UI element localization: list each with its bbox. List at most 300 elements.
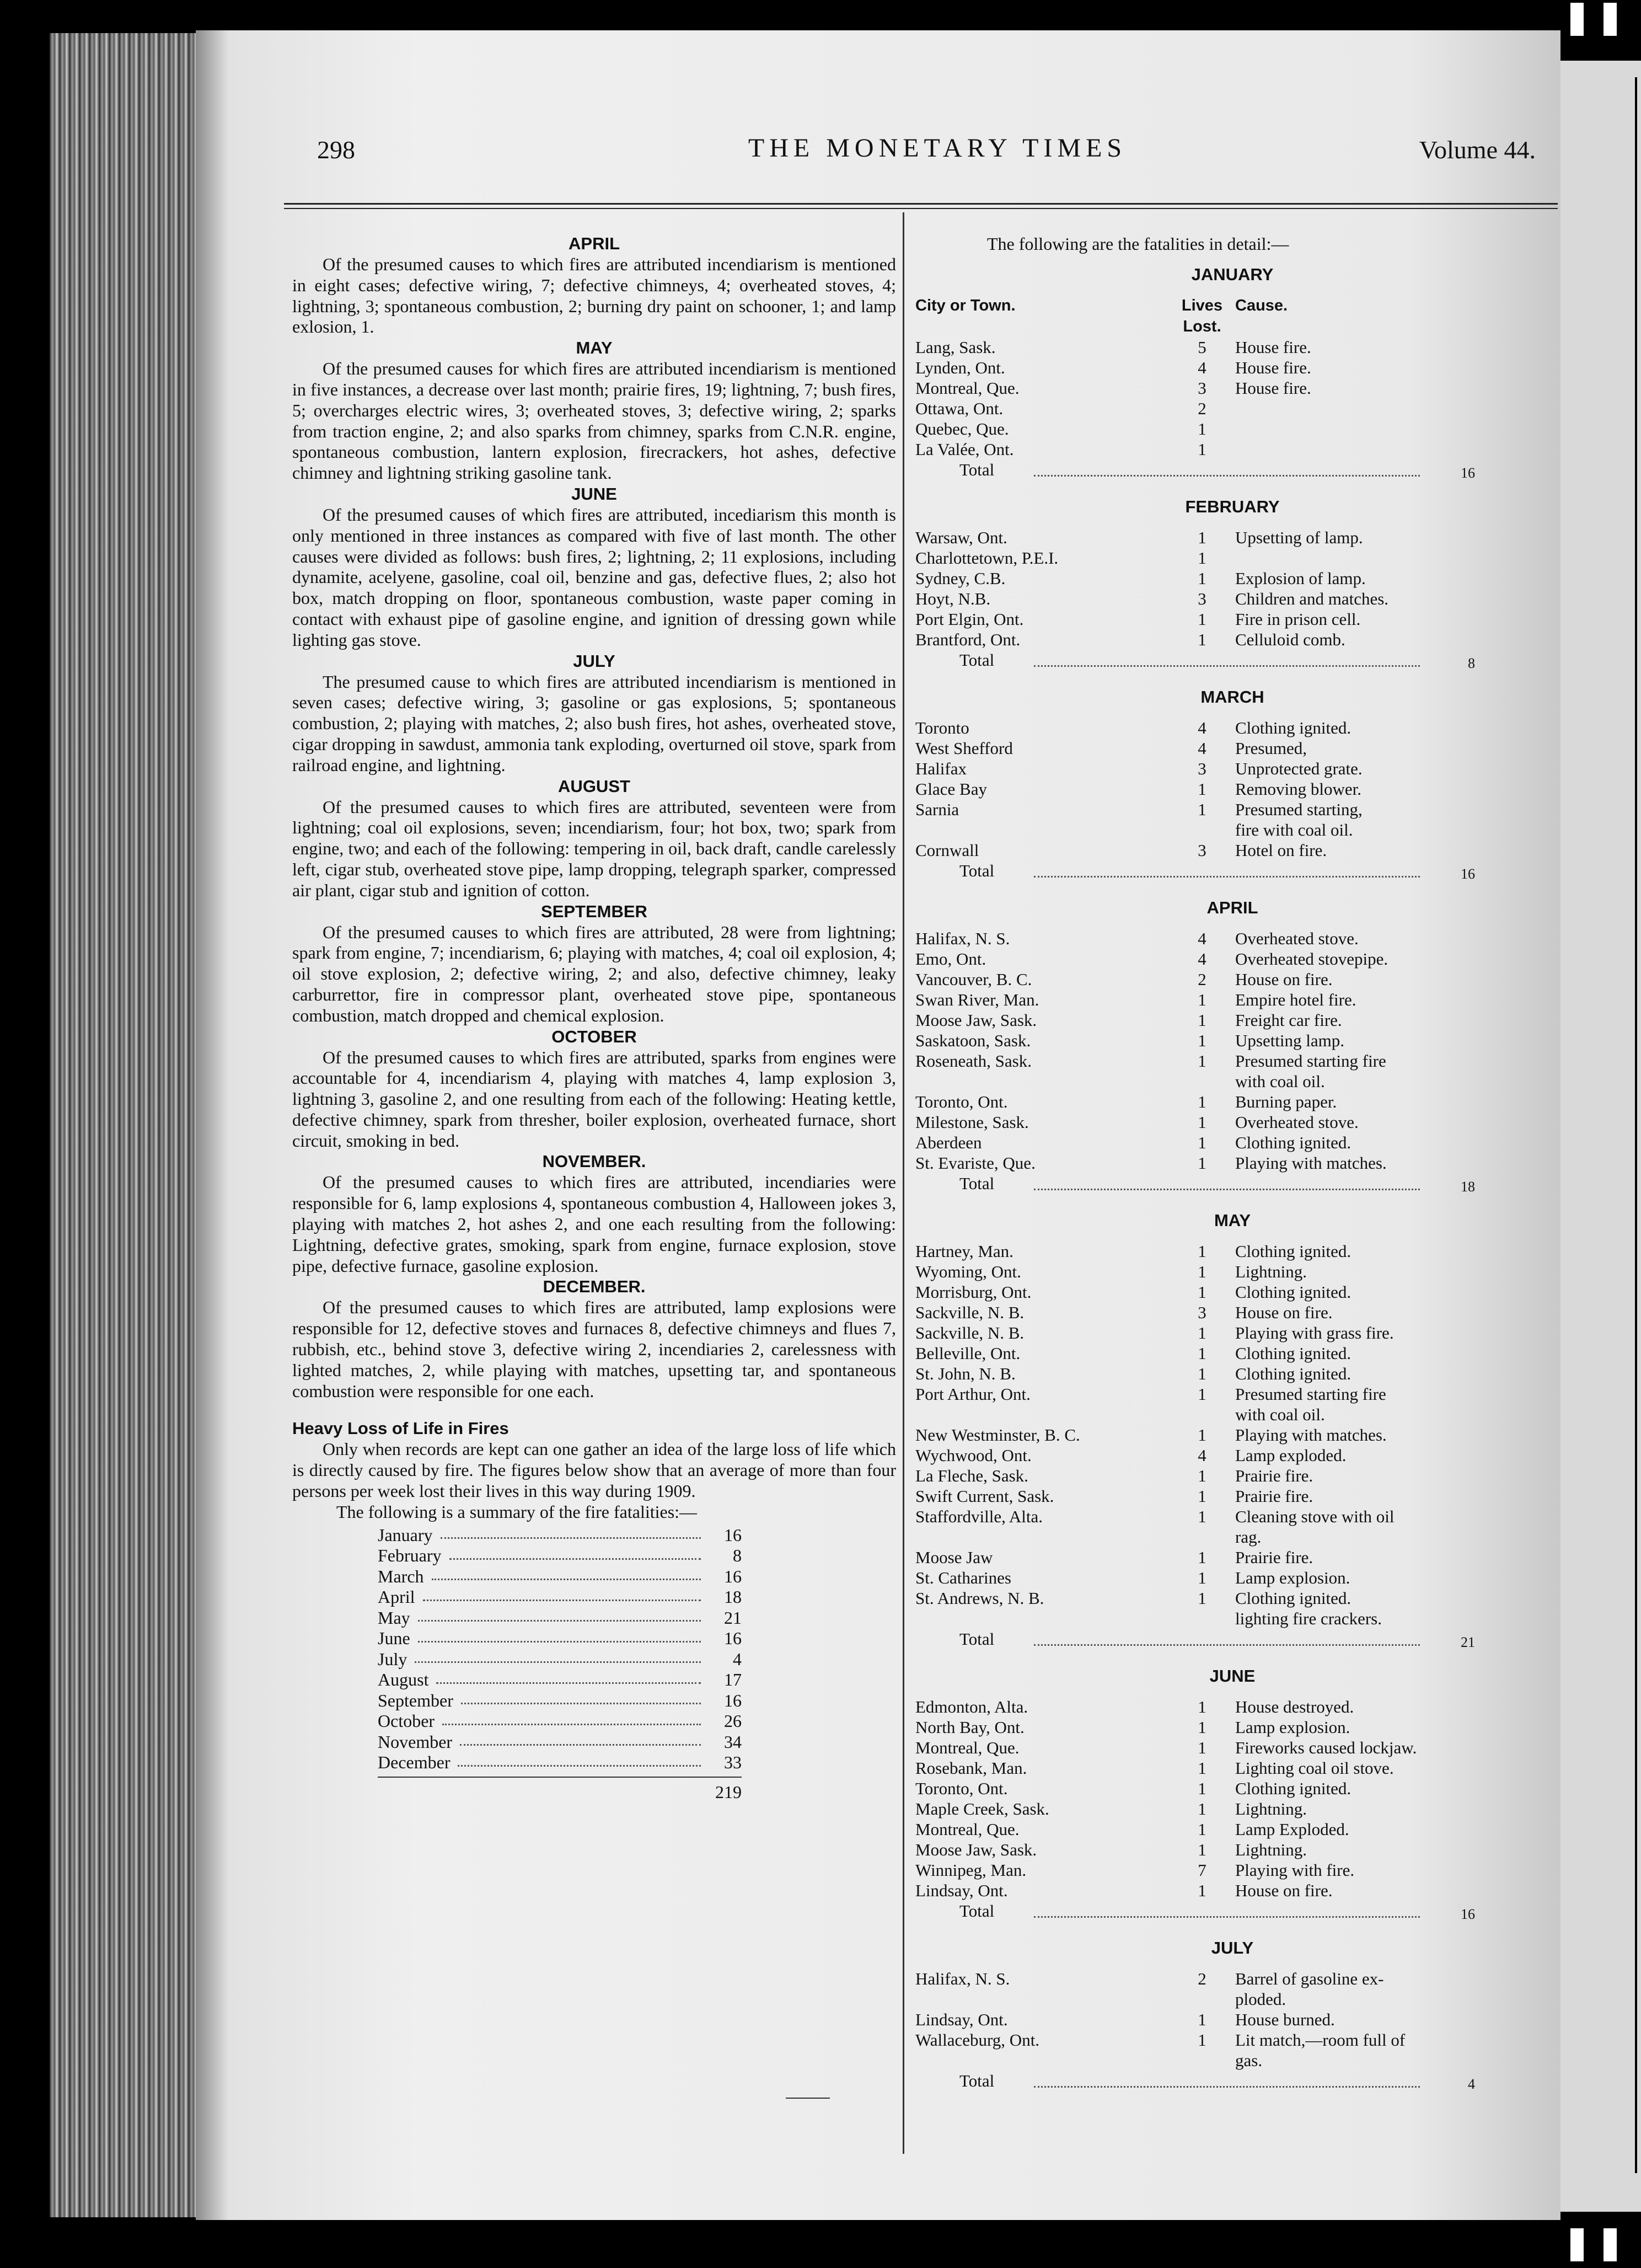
cause-cell: Clothing ignited.	[1235, 1282, 1352, 1302]
fatality-row	[915, 1343, 1641, 1363]
fatality-row	[915, 1839, 1641, 1860]
fatality-row	[915, 1608, 1641, 1629]
cause-cell: Presumed starting fire	[1235, 1384, 1386, 1404]
lives-cell	[1169, 1989, 1235, 2009]
lives-cell: 4	[1198, 718, 1206, 737]
section-paragraph: Of the presumed causes to which fires are attributed, sparks from engines were accountable for 4, incendiarism 4, playing with matches 4, lamp explosion 3, lightning 3, gasoline 2, and one resulting from each of the following: Heating kettle, defective chimney, spark from thresher, boiler explosion, overheated furnace, short circuit, smoking in bed.	[292, 1047, 896, 1151]
summary-month: December	[378, 1752, 451, 1773]
cause-cell	[1235, 398, 1500, 419]
fatality-row	[915, 1261, 1641, 1282]
city-cell: Moose Jaw, Sask.	[915, 1010, 1037, 1030]
month-heading: MAY	[1214, 1211, 1251, 1230]
lives-cell: 1	[1198, 1718, 1206, 1737]
city-cell: North Bay, Ont.	[915, 1718, 1025, 1737]
cause-cell: House on fire.	[1235, 1881, 1333, 1900]
total-label: Total	[959, 460, 995, 479]
city-cell: Saskatoon, Sask.	[915, 1031, 1031, 1050]
summary-month: July	[378, 1649, 407, 1669]
section-heading: JULY	[573, 651, 615, 671]
fatality-row	[915, 337, 1641, 357]
city-cell	[915, 1989, 1169, 2009]
cause-cell: Presumed starting,	[1235, 800, 1363, 819]
fatality-row	[915, 1241, 1641, 1261]
city-cell: Glace Bay	[915, 779, 987, 799]
month-heading: JULY	[1211, 1938, 1254, 1957]
fatality-row	[915, 2009, 1641, 2030]
summary-value: 18	[724, 1587, 742, 1607]
lives-cell: 1	[1198, 1738, 1206, 1757]
lives-cell: 1	[1198, 1010, 1206, 1030]
lives-cell: 1	[1198, 2010, 1206, 2029]
cause-cell: Hotel on fire.	[1235, 841, 1327, 860]
summary-row	[378, 1608, 742, 1629]
fatality-row	[915, 1112, 1641, 1132]
summary-intro: The following is a summary of the fire fatalities:—	[336, 1501, 698, 1522]
fatality-row	[915, 1506, 1641, 1527]
cause-cell: Empire hotel fire.	[1235, 990, 1356, 1009]
cause-cell: Clothing ignited.	[1235, 1344, 1352, 1363]
month-total: 16	[1461, 465, 1475, 481]
fatality-row	[915, 1465, 1641, 1486]
lives-cell: 1	[1198, 1364, 1206, 1383]
cause-cell: Celluloid comb.	[1235, 630, 1345, 649]
cause-cell: Upsetting of lamp.	[1235, 528, 1363, 547]
header-rule	[284, 203, 1558, 205]
city-cell: Belleville, Ont.	[915, 1344, 1021, 1363]
film-mark	[1570, 2228, 1584, 2261]
cause-cell: gas.	[1235, 2051, 1263, 2070]
city-cell: St. Evariste, Que.	[915, 1153, 1036, 1173]
city-cell: St. Andrews, N. B.	[915, 1588, 1044, 1608]
cause-cell: Presumed starting fire	[1235, 1051, 1386, 1071]
header-cause: Cause.	[1235, 297, 1288, 314]
section-heading: AUGUST	[558, 776, 630, 796]
month-total-row	[915, 1901, 1641, 1924]
city-cell: Sackville, N. B.	[915, 1323, 1025, 1342]
volume-label: Volume 44.	[1419, 136, 1536, 164]
lives-cell: 4	[1198, 949, 1206, 969]
summary-row	[378, 1711, 742, 1732]
city-cell: Wychwood, Ont.	[915, 1446, 1032, 1465]
city-cell: Brantford, Ont.	[915, 630, 1021, 649]
summary-value: 26	[724, 1711, 742, 1731]
heavy-loss-paragraph: Only when records are kept can one gather an idea of the large loss of life which is directly caused by fire. The figures below show that an average of more than four persons per week lost their lives in this way during 1909.	[292, 1439, 896, 1501]
fatality-row	[915, 1758, 1641, 1778]
lives-cell: 3	[1198, 1303, 1206, 1322]
summary-month: May	[378, 1607, 410, 1628]
masthead: THE MONETARY TIMES	[748, 133, 1127, 163]
city-cell: Lang, Sask.	[915, 338, 996, 357]
summary-month: September	[378, 1690, 453, 1710]
cause-cell: Lightning.	[1235, 1262, 1307, 1281]
cause-cell: Overheated stove.	[1235, 1112, 1359, 1132]
cause-cell: Overheated stove.	[1235, 929, 1359, 948]
cause-cell: Prairie fire.	[1235, 1548, 1313, 1567]
cause-cell: Barrel of gasoline ex-	[1235, 1969, 1384, 1988]
city-cell	[915, 1527, 1169, 1547]
total-label: Total	[959, 2071, 995, 2090]
page-header	[317, 135, 1558, 174]
city-cell: Vancouver, B. C.	[915, 970, 1032, 989]
fatality-row	[915, 419, 1641, 439]
section-paragraph: Of the presumed causes for which fires are attributed incendiarism is mentioned in five instances, a decrease over last month; prairie fires, 19; lightning, 7; bush fires, 5; overcharges electric wires, 3; overheated stoves, 3; defective wiring, 2; sparks from traction engine, 2; and also sparks from chimney, sparks from C.N.R. engine, spontaneous combustion, lantern explosion, firecrackers, hot ashes, defective chimney and lightning striking gasoline tank.	[292, 359, 896, 483]
lives-cell: 4	[1198, 739, 1206, 758]
city-cell: Port Elgin, Ont.	[915, 609, 1024, 629]
fatality-row	[915, 1799, 1641, 1819]
city-cell	[915, 820, 1169, 840]
summary-value: 4	[733, 1649, 742, 1669]
lives-cell: 1	[1198, 800, 1206, 819]
city-cell: Hartney, Man.	[915, 1242, 1013, 1261]
lives-cell: 1	[1198, 440, 1206, 459]
month-total-row	[915, 860, 1641, 884]
section-heading: OCTOBER	[551, 1026, 637, 1046]
city-cell: New Westminster, B. C.	[915, 1425, 1080, 1445]
lives-cell	[1169, 1527, 1235, 1547]
cause-cell: Clothing ignited.	[1235, 1364, 1352, 1383]
city-cell	[915, 1404, 1169, 1425]
fatality-row	[915, 1717, 1641, 1737]
city-cell: West Shefford	[915, 739, 1013, 758]
cause-cell: Fireworks caused lockjaw.	[1235, 1738, 1417, 1757]
cause-cell: lighting fire crackers.	[1235, 1609, 1382, 1628]
dot-leader	[415, 1649, 701, 1663]
lives-cell: 1	[1198, 1425, 1206, 1445]
city-cell: Swan River, Man.	[915, 990, 1039, 1009]
lives-cell	[1169, 1608, 1235, 1629]
fatality-row	[915, 1880, 1641, 1901]
cause-cell: Clothing ignited.	[1235, 1242, 1352, 1261]
city-cell: Wallaceburg, Ont.	[915, 2030, 1040, 2050]
dot-leader	[436, 1670, 701, 1684]
lives-cell: 1	[1198, 1384, 1206, 1404]
lives-cell: 5	[1198, 338, 1206, 357]
cause-cell: House fire.	[1235, 358, 1311, 377]
cause-cell: Clothing ignited.	[1235, 1779, 1352, 1798]
month-total-row	[915, 650, 1641, 673]
fatality-row	[915, 1384, 1641, 1404]
cause-cell: Explosion of lamp.	[1235, 569, 1366, 588]
city-cell: Rosebank, Man.	[915, 1758, 1027, 1778]
summary-row	[378, 1732, 742, 1753]
fatality-row	[915, 1010, 1641, 1030]
city-cell: Montreal, Que.	[915, 1820, 1020, 1839]
dot-leader	[418, 1608, 701, 1622]
lives-cell: 1	[1198, 1051, 1206, 1071]
dot-leader	[442, 1711, 701, 1725]
city-cell	[915, 2050, 1169, 2071]
cause-cell	[1235, 548, 1500, 568]
summary-row	[378, 1649, 742, 1670]
summary-value: 16	[724, 1525, 742, 1545]
month-total: 8	[1468, 655, 1475, 671]
city-cell: Lindsay, Ont.	[915, 2010, 1008, 2029]
city-cell: Milestone, Sask.	[915, 1112, 1029, 1132]
city-cell: Port Arthur, Ont.	[915, 1384, 1031, 1404]
header-lives: Lives Lost.	[1181, 297, 1223, 335]
section-paragraph: Of the presumed causes to which fires are attributed incendiarism is mentioned in eight cases; defective wiring, 7; defective chimneys, 4; overheated stoves, 4; lightning, 3; spontaneous combustion, 2; burning dry paint on schooner, 1; and lamp exlosion, 1.	[292, 254, 896, 337]
dot-leader	[1034, 2071, 1420, 2088]
city-cell: St. Catharines	[915, 1568, 1011, 1587]
city-cell: Winnipeg, Man.	[915, 1860, 1027, 1880]
city-cell: Quebec, Que.	[915, 419, 1009, 438]
fatality-row	[915, 1030, 1641, 1051]
section-heading: APRIL	[569, 234, 620, 253]
fatality-row	[915, 1860, 1641, 1880]
cause-cell: fire with coal oil.	[1235, 820, 1353, 839]
month-heading: MARCH	[1200, 687, 1264, 707]
cause-cell: Cleaning stove with oil	[1235, 1507, 1395, 1526]
lives-cell: 2	[1198, 970, 1206, 989]
city-cell: Sydney, C.B.	[915, 569, 1006, 588]
right-column	[915, 233, 1641, 2094]
summary-month: March	[378, 1566, 424, 1586]
cause-cell: Burning paper.	[1235, 1092, 1337, 1111]
fatalities-by-month	[915, 264, 1641, 2094]
lives-cell: 1	[1198, 1799, 1206, 1818]
header-rule	[284, 208, 1558, 209]
total-label: Total	[959, 861, 995, 880]
summary-total: 219	[378, 1777, 742, 1802]
cause-cell: Unprotected grate.	[1235, 759, 1363, 778]
lives-cell: 4	[1198, 358, 1206, 377]
lives-cell: 1	[1198, 1282, 1206, 1302]
lives-cell: 1	[1198, 1112, 1206, 1132]
fatality-row	[915, 548, 1641, 568]
city-cell: Halifax, N. S.	[915, 929, 1010, 948]
fatality-row	[915, 1486, 1641, 1506]
fatality-row	[915, 1697, 1641, 1717]
month-heading: APRIL	[1206, 898, 1258, 917]
fatality-row	[915, 357, 1641, 378]
city-cell: Toronto, Ont.	[915, 1779, 1008, 1798]
dot-leader	[1034, 1629, 1420, 1646]
cause-cell: Lamp explosion.	[1235, 1568, 1350, 1587]
fatality-row	[915, 799, 1641, 820]
fatality-row	[915, 738, 1641, 758]
lives-cell: 2	[1198, 1969, 1206, 1988]
lives-cell: 1	[1198, 1588, 1206, 1608]
cause-cell: Playing with grass fire.	[1235, 1323, 1394, 1342]
city-cell: St. John, N. B.	[915, 1364, 1016, 1383]
dot-leader	[1034, 650, 1420, 667]
section-paragraph: Of the presumed causes to which fires are attributed, incendiaries were responsible for 6, lamp explosions 4, spontaneous combustion 4, Halloween jokes 3, playing with matches 2, hot ashes 2, and one each resulting from the following: Lightning, defective grates, smoking, spark from engine, furnace explosion, stove pipe, defective furnace, gasoline explosion.	[292, 1172, 896, 1276]
summary-month: October	[378, 1711, 435, 1731]
month-total: 21	[1461, 1634, 1475, 1650]
city-cell: Warsaw, Ont.	[915, 528, 1007, 547]
cause-cell: Playing with matches.	[1235, 1425, 1387, 1445]
fatality-row	[915, 1547, 1641, 1568]
fatality-row	[915, 758, 1641, 779]
column-divider	[903, 212, 904, 2154]
city-cell: Morrisburg, Ont.	[915, 1282, 1032, 1302]
city-cell: Halifax, N. S.	[915, 1969, 1010, 1988]
city-cell: Emo, Ont.	[915, 949, 986, 969]
summary-row	[378, 1525, 742, 1546]
lives-cell: 1	[1198, 1840, 1206, 1859]
city-cell: Aberdeen	[915, 1133, 982, 1152]
lives-cell: 1	[1198, 1466, 1206, 1485]
city-cell: Sackville, N. B.	[915, 1303, 1025, 1322]
section-paragraph: Of the presumed causes to which fires are attributed, 28 were from lightning; spark from engine, 7; incendiarism, 6; playing with matches, 4; coal oil explosion, 4; oil stove explosion, 2; defective wiring, 2; and also, defective chimney, leaky carburrettor, fire in compressor plant, overheated stove pipe, spontaneous combustion, match dropped and chemical explosion.	[292, 922, 896, 1025]
cause-cell: Freight car fire.	[1235, 1010, 1342, 1030]
cause-cell: Overheated stovepipe.	[1235, 949, 1388, 969]
dot-leader	[461, 1691, 701, 1705]
summary-row	[378, 1670, 742, 1691]
lives-cell: 2	[1198, 399, 1206, 418]
section-heading: JUNE	[571, 484, 617, 504]
cause-cell: Lamp explosion.	[1235, 1718, 1350, 1737]
fatalities-intro: The following are the fatalities in detail:—	[987, 234, 1289, 254]
city-cell: Swift Current, Sask.	[915, 1486, 1054, 1506]
lives-cell: 1	[1198, 1031, 1206, 1050]
summary-table	[378, 1525, 742, 1773]
film-mark	[1604, 2228, 1617, 2261]
city-cell: Sarnia	[915, 800, 959, 819]
lives-cell: 3	[1198, 589, 1206, 608]
lives-cell	[1169, 820, 1235, 840]
lives-cell: 1	[1198, 1820, 1206, 1839]
dot-leader	[1034, 860, 1420, 878]
total-label: Total	[959, 1174, 995, 1193]
lives-cell: 1	[1198, 1507, 1206, 1526]
month-heading: JUNE	[1209, 1666, 1256, 1686]
summary-month: January	[378, 1525, 433, 1545]
fatality-row	[915, 949, 1641, 969]
city-cell: Staffordville, Alta.	[915, 1507, 1043, 1526]
cause-cell: House fire.	[1235, 378, 1311, 398]
fatality-row	[915, 989, 1641, 1010]
summary-month: June	[378, 1628, 410, 1649]
lives-cell: 1	[1198, 1697, 1206, 1716]
dot-leader	[432, 1566, 701, 1581]
summary-month: November	[378, 1731, 453, 1752]
month-total-row	[915, 1629, 1641, 1652]
dot-leader	[1034, 1173, 1420, 1190]
header-city: City or Town.	[915, 297, 1016, 314]
cause-cell: Clothing ignited.	[1235, 718, 1352, 737]
summary-rule	[786, 2098, 830, 2099]
section-paragraph: Of the presumed causes of which fires are attributed, incediarism this month is only mentioned in three instances as compared with five of last month. The other causes were divided as follows: bush fires, 2; lightning, 2; 11 explosions, including dynamite, acelyene, gasoline, coal oil, benzine and gas, defective flues, 2; also hot box, match dropping on floor, spontaneous combustion, waste paper coming in contact with exhaust pipe of gasoline engine, and ignition of dressing gown while lighting gas stove.	[292, 504, 896, 650]
fatality-row	[915, 1302, 1641, 1323]
lives-cell: 7	[1198, 1860, 1206, 1880]
cause-cell	[1235, 419, 1500, 439]
month-total-row	[915, 1173, 1641, 1197]
section-heading: DECEMBER.	[543, 1277, 646, 1297]
cause-cell: Clothing ignited.	[1235, 1588, 1352, 1608]
summary-value: 33	[724, 1752, 742, 1773]
fatality-row	[915, 1989, 1641, 2009]
lives-cell: 3	[1198, 841, 1206, 860]
lives-cell: 4	[1198, 929, 1206, 948]
dot-leader	[460, 1732, 701, 1746]
cause-cell: Lighting coal oil stove.	[1235, 1758, 1394, 1778]
cause-cell: Lamp exploded.	[1235, 1446, 1347, 1465]
fatality-row	[915, 820, 1641, 840]
section-paragraph: Of the presumed causes to which fires are attributed, lamp explosions were responsible for 12, defective stoves and furnaces 8, defective chimneys and flues 7, rubbish, etc., behind stove 3, defective wiring 2, incendiaries 2, carelessness with lighted matches, 2, while playing with matches, upsetting tar, and spontaneous combustion were responsible for one each.	[292, 1297, 896, 1401]
cause-cell: House on fire.	[1235, 970, 1333, 989]
fatality-row	[915, 1323, 1641, 1343]
month-total: 16	[1461, 1906, 1475, 1922]
lives-cell: 3	[1198, 759, 1206, 778]
total-label: Total	[959, 1901, 995, 1921]
fatality-row	[915, 398, 1641, 419]
lives-cell: 1	[1198, 419, 1206, 438]
dot-leader	[458, 1752, 701, 1767]
total-label: Total	[959, 1629, 995, 1649]
lives-cell: 1	[1198, 1092, 1206, 1111]
city-cell: Montreal, Que.	[915, 378, 1020, 398]
fatality-row	[915, 1568, 1641, 1588]
fatality-row	[915, 1363, 1641, 1384]
dot-leader	[1034, 459, 1420, 477]
fatality-row	[915, 1527, 1641, 1547]
lives-cell: 1	[1198, 1262, 1206, 1281]
fatality-row	[915, 1153, 1641, 1173]
lives-cell: 1	[1198, 630, 1206, 649]
cause-cell: Upsetting lamp.	[1235, 1031, 1345, 1050]
lives-cell: 1	[1198, 1758, 1206, 1778]
summary-month: April	[378, 1587, 415, 1607]
city-cell: Roseneath, Sask.	[915, 1051, 1032, 1071]
dot-leader	[449, 1545, 701, 1560]
cause-cell: House burned.	[1235, 2010, 1335, 2029]
summary-month: February	[378, 1545, 442, 1566]
lives-cell: 1	[1198, 779, 1206, 799]
summary-value: 16	[724, 1690, 742, 1710]
month-total-row	[915, 459, 1641, 483]
summary-value: 16	[724, 1628, 742, 1649]
city-cell: Moose Jaw, Sask.	[915, 1840, 1037, 1859]
lives-cell	[1169, 1071, 1235, 1092]
dot-leader	[1034, 1901, 1420, 1918]
cause-cell: with coal oil.	[1235, 1405, 1325, 1424]
section-heading: SEPTEMBER	[541, 901, 647, 921]
summary-value: 34	[724, 1731, 742, 1752]
cause-cell: Lightning.	[1235, 1840, 1307, 1859]
fatality-row	[915, 969, 1641, 989]
city-cell: La Fleche, Sask.	[915, 1466, 1028, 1485]
lives-cell: 1	[1198, 1568, 1206, 1587]
cause-cell: House on fire.	[1235, 1303, 1333, 1322]
month-total: 4	[1468, 2076, 1475, 2092]
month-heading: JANUARY	[1191, 265, 1274, 284]
month-total: 18	[1461, 1179, 1475, 1195]
lives-cell: 1	[1198, 528, 1206, 547]
summary-row	[378, 1752, 742, 1773]
cause-cell: ploded.	[1235, 1989, 1286, 2009]
fatality-row	[915, 629, 1641, 650]
fatality-row	[915, 1737, 1641, 1758]
lives-cell	[1169, 1404, 1235, 1425]
fatality-row	[915, 609, 1641, 629]
cause-cell: Fire in prison cell.	[1235, 609, 1361, 629]
city-cell: Maple Creek, Sask.	[915, 1799, 1049, 1818]
city-cell: Lynden, Ont.	[915, 358, 1005, 377]
lives-cell: 1	[1198, 1153, 1206, 1173]
dot-leader	[418, 1628, 701, 1643]
cause-cell: Lightning.	[1235, 1799, 1307, 1818]
lives-cell: 1	[1198, 1133, 1206, 1152]
fatality-row	[915, 568, 1641, 589]
cause-cell: with coal oil.	[1235, 1072, 1325, 1091]
summary-row	[378, 1566, 742, 1587]
summary-row	[378, 1628, 742, 1649]
city-cell: Toronto	[915, 718, 969, 737]
fatality-row	[915, 439, 1641, 459]
lives-cell: 1	[1198, 2030, 1206, 2050]
fatality-row	[915, 2050, 1641, 2071]
